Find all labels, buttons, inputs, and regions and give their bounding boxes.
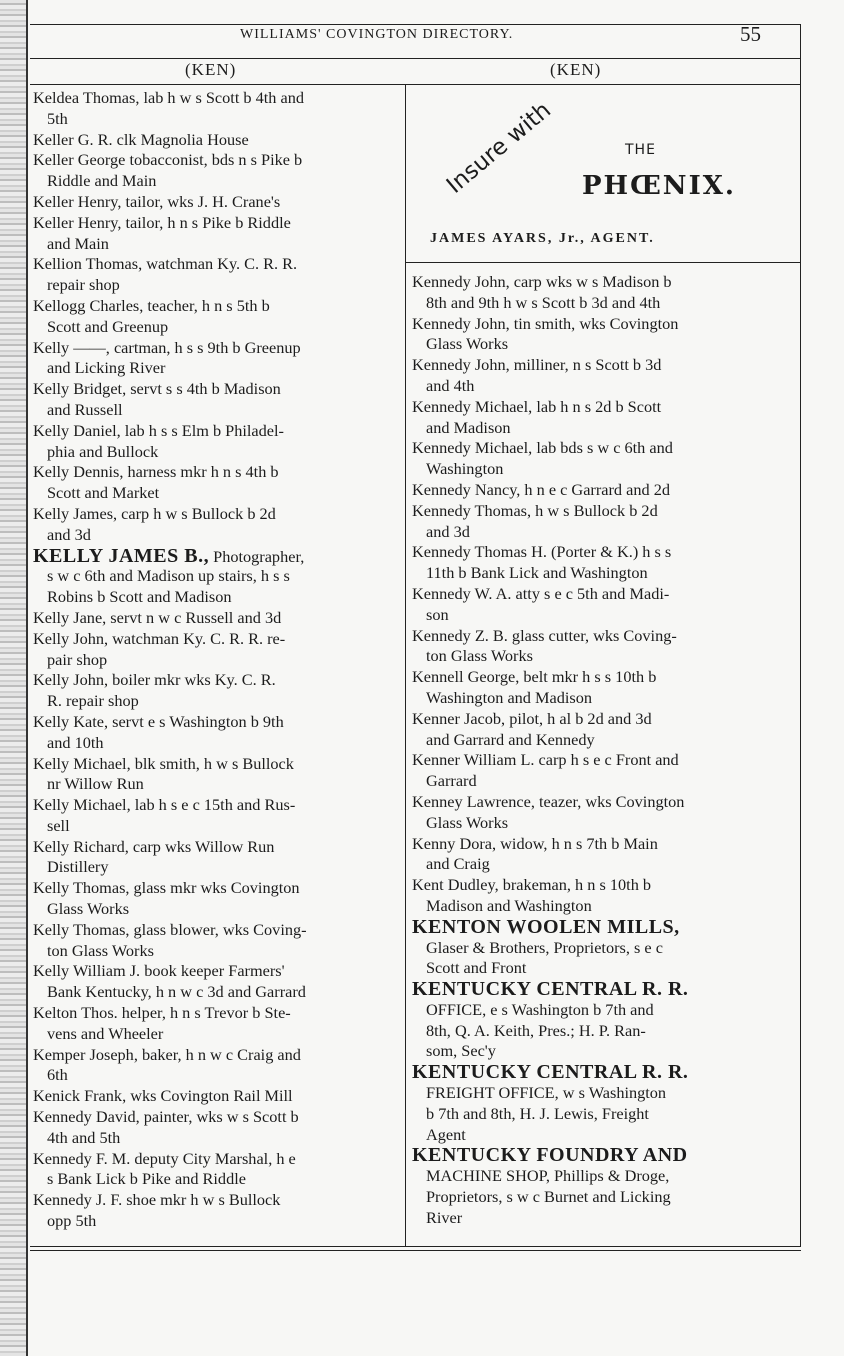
entry-line: Kennedy F. M. deputy City Marshal, h e bbox=[33, 1148, 296, 1168]
directory-entry bbox=[33, 88, 401, 130]
entry-line: Kelly William J. book keeper Farmers' bbox=[33, 961, 285, 981]
directory-entry bbox=[412, 480, 798, 501]
directory-entry bbox=[33, 379, 401, 421]
entry-line: s w c 6th and Madison up stairs, h s s bbox=[47, 566, 290, 586]
page-number: 55 bbox=[740, 22, 761, 46]
entry-text: Photographer, bbox=[209, 546, 305, 566]
entry-line: Washington and Madison bbox=[426, 687, 593, 707]
page-title: WILLIAMS' COVINGTON DIRECTORY. bbox=[240, 27, 514, 42]
entry-line: and 3d bbox=[47, 524, 91, 544]
directory-entry bbox=[412, 834, 798, 876]
directory-entry bbox=[412, 501, 798, 543]
directory-entry bbox=[33, 1086, 401, 1107]
directory-entry bbox=[412, 355, 798, 397]
bottom-rule bbox=[30, 1246, 801, 1247]
entry-line bbox=[33, 546, 401, 567]
directory-entry bbox=[33, 1107, 401, 1149]
left-column-entries bbox=[33, 88, 401, 1232]
directory-entry bbox=[412, 979, 798, 1062]
entry-line: repair shop bbox=[47, 275, 120, 295]
entry-heading: KELLY JAMES B., bbox=[33, 544, 210, 567]
entry-line bbox=[412, 917, 798, 938]
entry-line: phia and Bullock bbox=[47, 441, 159, 461]
entry-line: pair shop bbox=[47, 649, 108, 669]
scan-binding-edge bbox=[0, 0, 26, 1356]
entry-line: Kennedy John, milliner, n s Scott b 3d bbox=[412, 355, 662, 375]
entry-line: Keller Henry, tailor, wks J. H. Crane's bbox=[33, 191, 281, 211]
right-border bbox=[800, 24, 801, 1246]
entry-line: Keller George tobacconist, bds n s Pike b bbox=[33, 150, 303, 170]
directory-entry bbox=[412, 875, 798, 917]
left-column-heading: (KEN) bbox=[185, 60, 237, 79]
directory-entry bbox=[412, 750, 798, 792]
directory-entry bbox=[412, 314, 798, 356]
right-column-entries bbox=[412, 272, 798, 1229]
entry-line: Glass Works bbox=[47, 899, 130, 919]
bottom-rule-double bbox=[30, 1250, 801, 1251]
entry-line: and Main bbox=[47, 233, 109, 253]
entry-line: Kenney Lawrence, teazer, wks Covington bbox=[412, 791, 685, 811]
entry-heading: KENTUCKY CENTRAL R. R. bbox=[412, 978, 689, 1001]
directory-entry bbox=[412, 667, 798, 709]
entry-line: and 4th bbox=[426, 375, 475, 395]
entry-line: Kennedy John, carp wks w s Madison b bbox=[412, 272, 672, 291]
entry-line: and Garrard and Kennedy bbox=[426, 729, 595, 749]
directory-entry bbox=[412, 1145, 798, 1228]
entry-line: Kennedy Michael, lab bds s w c 6th and bbox=[412, 438, 673, 458]
directory-entry bbox=[33, 1003, 401, 1045]
entry-line: 11th b Bank Lick and Washington bbox=[426, 563, 648, 583]
entry-line: Glass Works bbox=[426, 812, 509, 832]
entry-line bbox=[412, 1062, 798, 1083]
entry-line: R. repair shop bbox=[47, 691, 139, 711]
entry-line: and Craig bbox=[426, 854, 490, 874]
right-column-heading: (KEN) bbox=[550, 60, 602, 79]
entry-line: Kelly Daniel, lab h s s Elm b Philadel- bbox=[33, 420, 284, 440]
directory-entry bbox=[33, 878, 401, 920]
header-rule bbox=[30, 58, 800, 59]
entry-line: Scott and Market bbox=[47, 483, 160, 503]
entry-line bbox=[412, 1145, 798, 1166]
entry-line: Keldea Thomas, lab h w s Scott b 4th and bbox=[33, 88, 305, 107]
entry-line: Washington bbox=[426, 459, 504, 479]
entry-line: and 3d bbox=[426, 521, 470, 541]
directory-entry bbox=[33, 712, 401, 754]
directory-entry bbox=[412, 584, 798, 626]
entry-line: b 7th and 8th, H. J. Lewis, Freight bbox=[426, 1103, 649, 1123]
column-divider bbox=[405, 84, 406, 1246]
entry-line: and Russell bbox=[47, 399, 123, 419]
top-rule bbox=[30, 24, 800, 25]
directory-entry bbox=[412, 917, 798, 979]
entry-line: Kelly Thomas, glass mkr wks Covington bbox=[33, 878, 300, 898]
entry-line: opp 5th bbox=[47, 1211, 97, 1231]
entry-line: and Madison bbox=[426, 417, 511, 437]
ad-insure-with: Insure with bbox=[441, 97, 557, 199]
entry-line: Kelly Kate, servt e s Washington b 9th bbox=[33, 711, 284, 731]
entry-line: Kennedy John, tin smith, wks Covington bbox=[412, 313, 679, 333]
directory-entry bbox=[412, 397, 798, 439]
entry-line: Glaser & Brothers, Proprietors, s e c bbox=[426, 937, 663, 957]
directory-entry bbox=[33, 670, 401, 712]
directory-entry bbox=[33, 296, 401, 338]
entry-line: Proprietors, s w c Burnet and Licking bbox=[426, 1187, 671, 1207]
entry-line: vens and Wheeler bbox=[47, 1023, 164, 1043]
entry-line: ton Glass Works bbox=[47, 940, 154, 960]
entry-line: sell bbox=[47, 815, 70, 835]
directory-entry bbox=[33, 629, 401, 671]
directory-entry bbox=[33, 754, 401, 796]
entry-line: Kelly Michael, lab h s e c 15th and Rus- bbox=[33, 795, 296, 815]
directory-entry bbox=[33, 795, 401, 837]
entry-line: Kelly Richard, carp wks Willow Run bbox=[33, 836, 275, 856]
directory-entry bbox=[33, 130, 401, 151]
entry-line: Kellion Thomas, watchman Ky. C. R. R. bbox=[33, 254, 298, 274]
directory-entry bbox=[33, 546, 401, 608]
directory-entry bbox=[412, 1062, 798, 1145]
directory-entry bbox=[412, 272, 798, 314]
entry-line: Kent Dudley, brakeman, h n s 10th b bbox=[412, 875, 652, 895]
entry-line: and Licking River bbox=[47, 358, 166, 378]
directory-entry bbox=[412, 709, 798, 751]
entry-line: Glass Works bbox=[426, 334, 509, 354]
entry-line: Kelly John, boiler mkr wks Ky. C. R. bbox=[33, 670, 276, 690]
entry-line: Kennell George, belt mkr h s s 10th b bbox=[412, 667, 657, 687]
binding-margin-line bbox=[26, 0, 28, 1356]
entry-heading: KENTON WOOLEN MILLS, bbox=[412, 915, 680, 938]
directory-entry bbox=[412, 542, 798, 584]
entry-line: FREIGHT OFFICE, w s Washington bbox=[426, 1083, 667, 1103]
entry-line: Kenner William L. carp h s e c Front and bbox=[412, 750, 679, 770]
entry-line: Agent bbox=[426, 1124, 466, 1144]
entry-line: Kennedy Thomas H. (Porter & K.) h s s bbox=[412, 542, 672, 562]
entry-line: son bbox=[426, 604, 449, 624]
entry-line: Kennedy David, painter, wks w s Scott b bbox=[33, 1107, 299, 1127]
directory-entry bbox=[33, 254, 401, 296]
directory-entry bbox=[33, 920, 401, 962]
entry-line: Scott and Greenup bbox=[47, 316, 169, 336]
entry-line: Kelly Bridget, servt s s 4th b Madison bbox=[33, 379, 281, 399]
entry-line: Riddle and Main bbox=[47, 171, 157, 191]
directory-entry bbox=[412, 438, 798, 480]
entry-line: OFFICE, e s Washington b 7th and bbox=[426, 999, 654, 1019]
ad-agent: JAMES AYARS, Jr., AGENT. bbox=[430, 231, 655, 246]
entry-line: ton Glass Works bbox=[426, 646, 533, 666]
entry-line: Kemper Joseph, baker, h n w c Craig and bbox=[33, 1044, 301, 1064]
entry-heading: KENTUCKY FOUNDRY AND bbox=[412, 1144, 688, 1167]
entry-line: Kennedy Thomas, h w s Bullock b 2d bbox=[412, 500, 658, 520]
entry-line: Kennedy J. F. shoe mkr h w s Bullock bbox=[33, 1190, 281, 1210]
entry-line: Kelly Jane, servt n w c Russell and 3d bbox=[33, 607, 282, 627]
entry-line: Garrard bbox=[426, 771, 477, 791]
entry-line: Distillery bbox=[47, 857, 109, 877]
phoenix-insurance-advertisement bbox=[410, 84, 800, 262]
entry-line: Kelly John, watchman Ky. C. R. R. re- bbox=[33, 628, 286, 648]
entry-line: Kennedy Michael, lab h n s 2d b Scott bbox=[412, 396, 662, 416]
entry-line: 5th bbox=[47, 108, 68, 128]
entry-line: 6th bbox=[47, 1065, 68, 1085]
entry-line: Kelly Michael, blk smith, h w s Bullock bbox=[33, 753, 294, 773]
entry-line: Kennedy W. A. atty s e c 5th and Madi- bbox=[412, 583, 670, 603]
entry-line: Kennedy Nancy, h n e c Garrard and 2d bbox=[412, 479, 670, 499]
ad-phoenix: PHŒNIX. bbox=[582, 171, 736, 201]
directory-entry bbox=[33, 462, 401, 504]
directory-entry bbox=[33, 213, 401, 255]
directory-entry bbox=[33, 421, 401, 463]
entry-line: Kelly ——, cartman, h s s 9th b Greenup bbox=[33, 337, 301, 357]
directory-entry bbox=[33, 1045, 401, 1087]
entry-line: 8th, Q. A. Keith, Pres.; H. P. Ran- bbox=[426, 1020, 646, 1040]
directory-entry bbox=[33, 150, 401, 192]
ad-bottom-rule bbox=[406, 262, 800, 263]
entry-line: Kelly Thomas, glass blower, wks Coving- bbox=[33, 919, 307, 939]
entry-line: Scott and Front bbox=[426, 958, 527, 978]
entry-line: nr Willow Run bbox=[47, 774, 144, 794]
entry-line: Robins b Scott and Madison bbox=[47, 587, 232, 607]
entry-line: Kellogg Charles, teacher, h n s 5th b bbox=[33, 295, 270, 315]
directory-entry bbox=[412, 792, 798, 834]
entry-heading: KENTUCKY CENTRAL R. R. bbox=[412, 1061, 689, 1084]
ad-the: THE bbox=[625, 142, 656, 158]
directory-entry bbox=[33, 1149, 401, 1191]
directory-entry bbox=[33, 1190, 401, 1232]
entry-line: Keller Henry, tailor, h n s Pike b Riddle bbox=[33, 212, 291, 232]
directory-entry bbox=[33, 504, 401, 546]
directory-entry bbox=[33, 192, 401, 213]
entry-line: MACHINE SHOP, Phillips & Droge, bbox=[426, 1166, 670, 1186]
entry-line: Bank Kentucky, h n w c 3d and Garrard bbox=[47, 982, 306, 1002]
entry-line: Kenner Jacob, pilot, h al b 2d and 3d bbox=[412, 708, 652, 728]
entry-line: Keller G. R. clk Magnolia House bbox=[33, 129, 249, 149]
entry-line: s Bank Lick b Pike and Riddle bbox=[47, 1169, 246, 1189]
entry-line: som, Sec'y bbox=[426, 1041, 496, 1061]
directory-entry bbox=[33, 837, 401, 879]
entry-line: Kelly Dennis, harness mkr h n s 4th b bbox=[33, 462, 279, 482]
entry-line: Madison and Washington bbox=[426, 895, 592, 915]
entry-line: 8th and 9th h w s Scott b 3d and 4th bbox=[426, 292, 661, 312]
directory-entry bbox=[33, 961, 401, 1003]
entry-line bbox=[412, 979, 798, 1000]
entry-line: Kelly James, carp h w s Bullock b 2d bbox=[33, 503, 276, 523]
entry-line: River bbox=[426, 1207, 463, 1227]
entry-line: Kelton Thos. helper, h n s Trevor b Ste- bbox=[33, 1003, 291, 1023]
directory-entry bbox=[33, 608, 401, 629]
entry-line: Kenny Dora, widow, h n s 7th b Main bbox=[412, 833, 658, 853]
entry-line: Kennedy Z. B. glass cutter, wks Coving- bbox=[412, 625, 677, 645]
directory-entry bbox=[412, 626, 798, 668]
entry-line: and 10th bbox=[47, 732, 104, 752]
directory-entry bbox=[33, 338, 401, 380]
entry-line: Kenick Frank, wks Covington Rail Mill bbox=[33, 1086, 293, 1106]
entry-line: 4th and 5th bbox=[47, 1127, 121, 1147]
